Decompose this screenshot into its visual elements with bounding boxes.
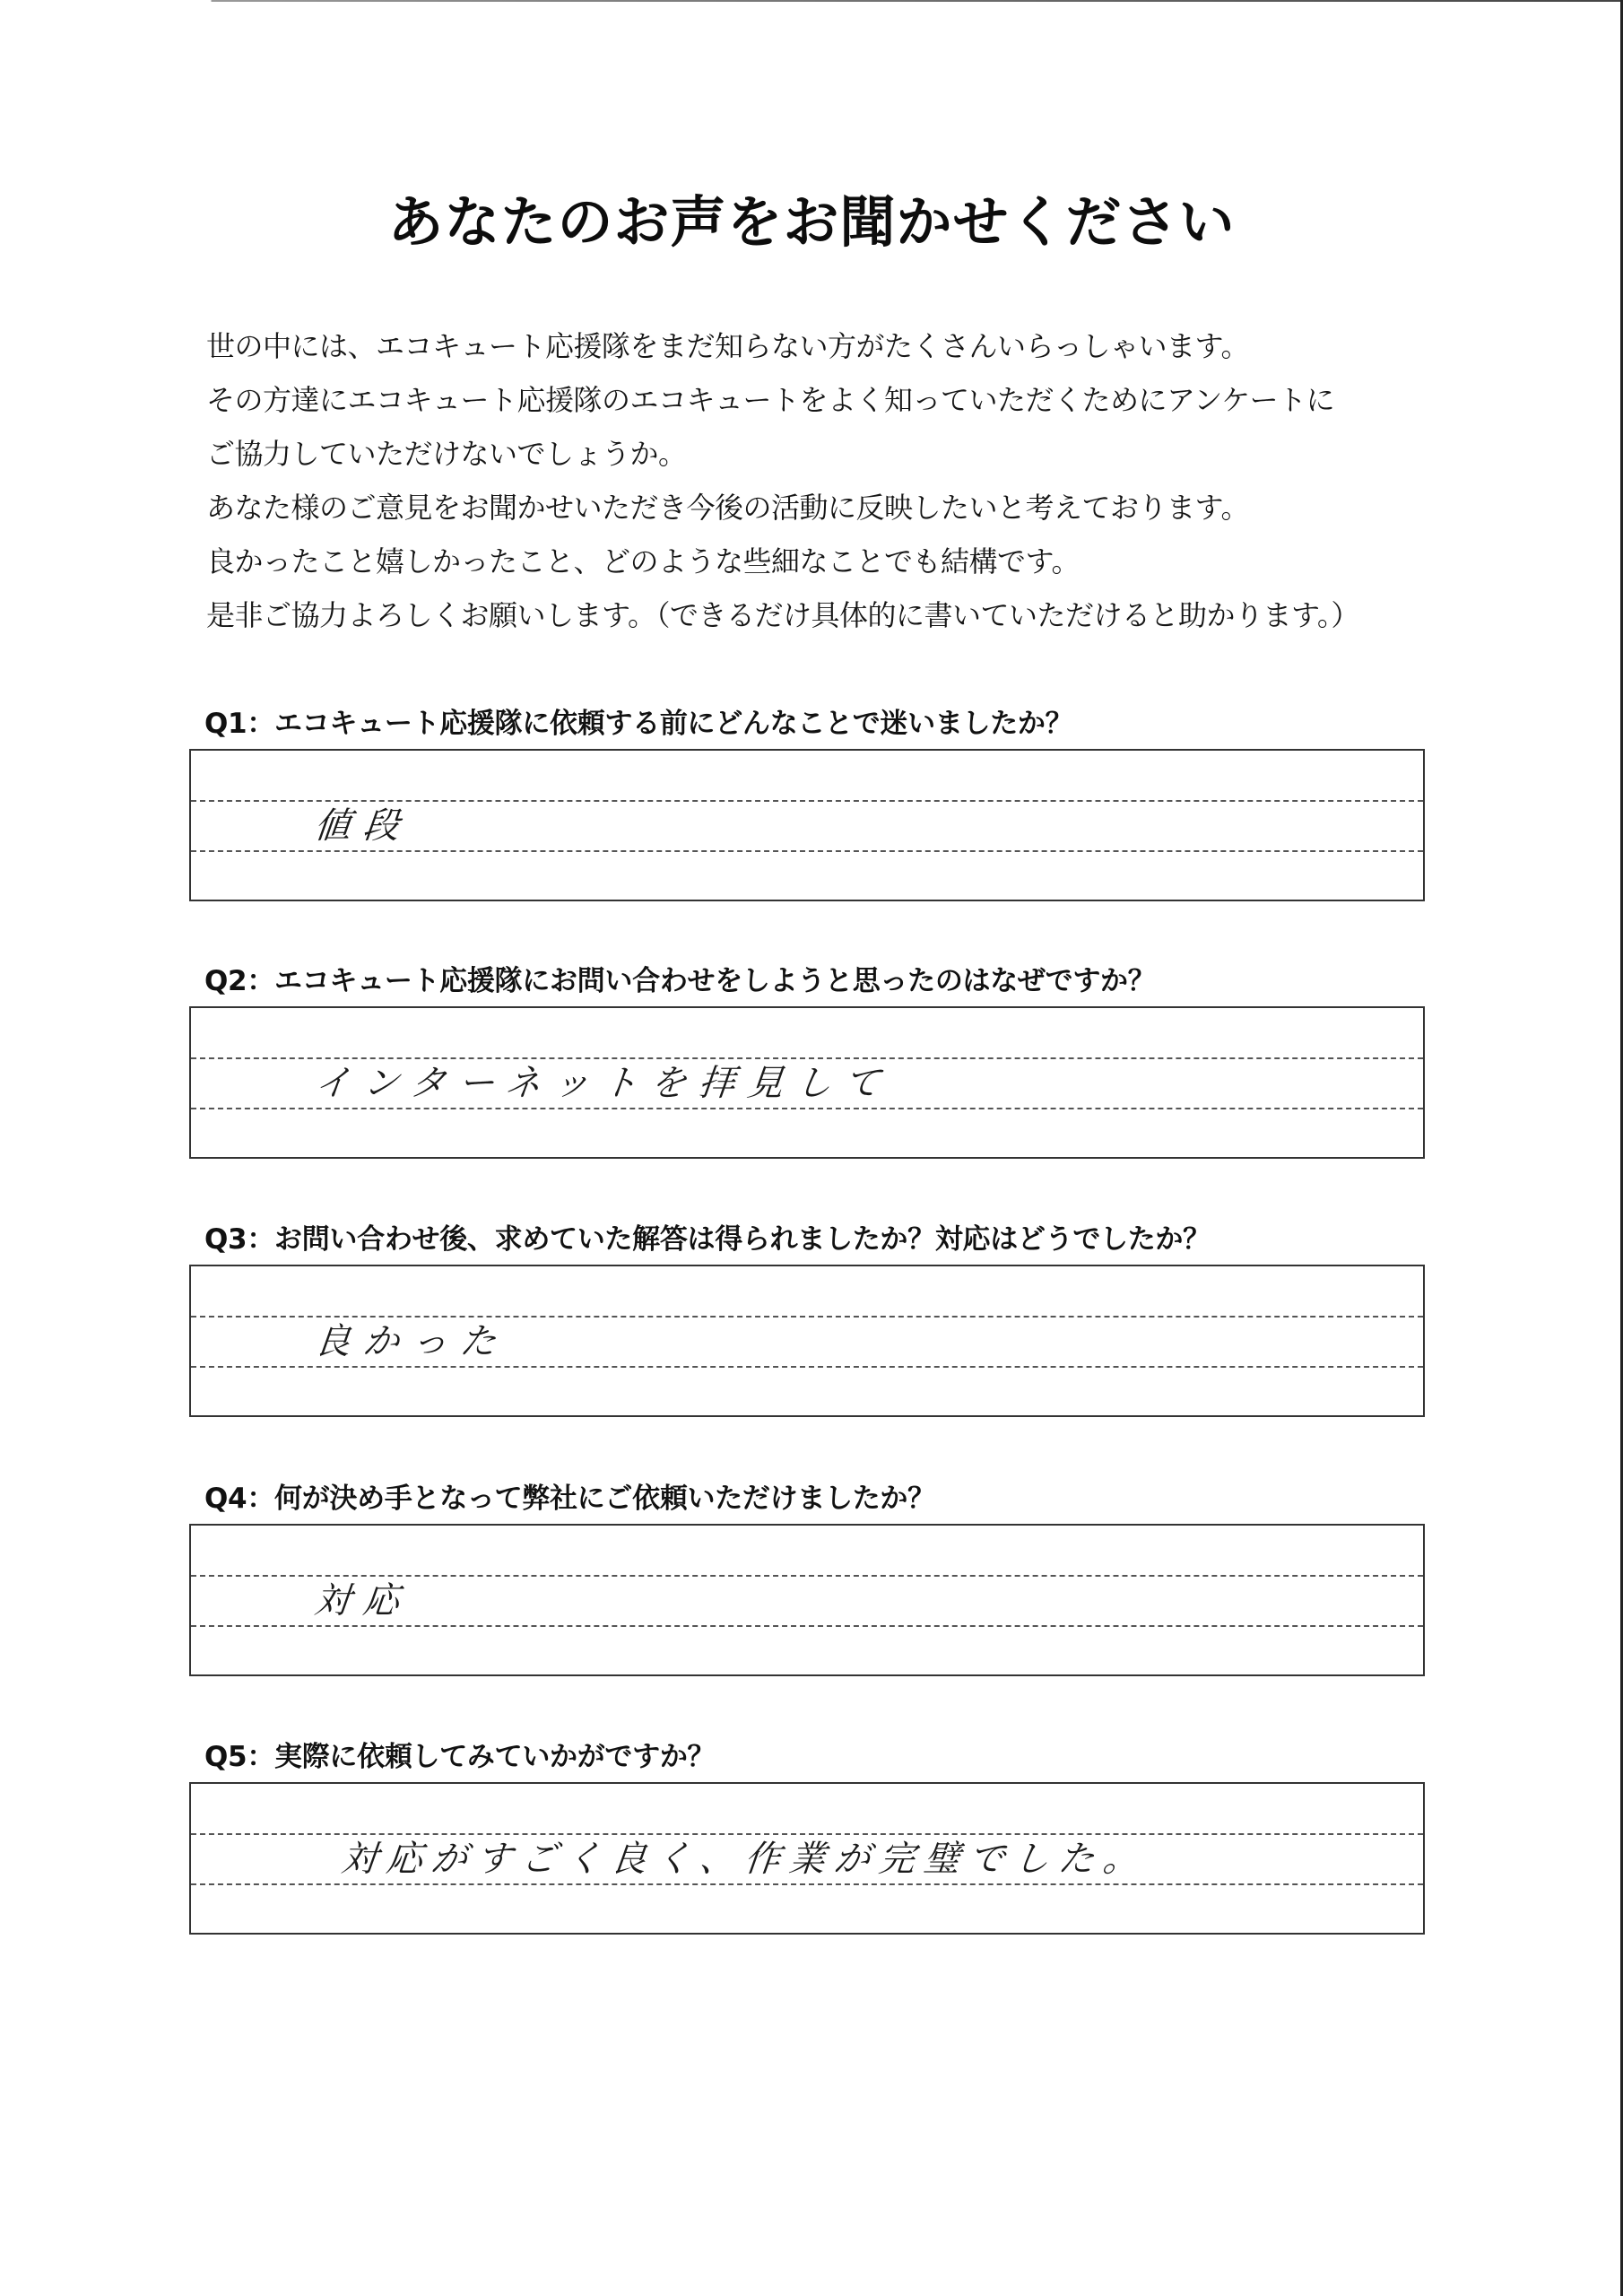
intro-line: あなた様のご意見をお聞かせいただき今後の活動に反映したいと考えております。 <box>206 491 1249 525</box>
answer-box <box>189 1006 1425 1159</box>
question-q2 <box>189 963 1427 1159</box>
handwritten-answer: 値段 <box>312 805 414 847</box>
intro-line: 世の中には、エコキュート応援隊をまだ知らない方がたくさんいらっしゃいます。 <box>206 329 1249 363</box>
intro-line: ご協力していただけないでしょうか。 <box>206 437 687 471</box>
ruled-line <box>191 1108 1423 1109</box>
ruled-line <box>191 1057 1423 1059</box>
answer-box <box>189 1265 1425 1417</box>
handwritten-answer: 良かった <box>312 1321 511 1362</box>
question-heading: Q2：エコキュート応援隊にお問い合わせをしようと思ったのはなぜですか？ <box>204 965 1156 997</box>
intro-line: 良かったこと嬉しかったこと、どのような些細なことでも結構です。 <box>206 544 1080 578</box>
intro-paragraph <box>206 319 1480 642</box>
intro-line: その方達にエコキュート応援隊のエコキュートをよく知っていただくためにアンケートに <box>206 383 1335 417</box>
scan-edge-top <box>0 0 1623 2</box>
question-q1 <box>189 706 1427 901</box>
intro-line: 是非ご協力よろしくお願いします。（できるだけ具体的に書いていただけると助かります。） <box>206 598 1359 632</box>
question-heading: Q1：エコキュート応援隊に依頼する前にどんなことで迷いましたか？ <box>204 708 1073 740</box>
handwritten-answer: インターネットを拝見して <box>312 1063 895 1104</box>
ruled-line <box>191 1316 1423 1318</box>
ruled-line <box>191 1833 1423 1835</box>
question-heading: Q3：お問い合わせ後、求めていた解答は得られましたか？対応はどうでしたか？ <box>204 1223 1211 1256</box>
page-title: あなたのお声をお聞かせください <box>387 189 1236 255</box>
ruled-line <box>191 1575 1423 1577</box>
answer-box <box>189 749 1425 901</box>
question-q3 <box>189 1222 1427 1417</box>
ruled-line <box>191 800 1423 802</box>
question-heading: Q4：何が決め手となって弊社にご依頼いただけましたか？ <box>204 1483 935 1515</box>
handwritten-answer: 対応 <box>312 1580 414 1622</box>
ruled-line <box>191 1883 1423 1885</box>
ruled-line <box>191 1366 1423 1368</box>
question-heading: Q5：実際に依頼してみていかがですか？ <box>204 1741 716 1773</box>
ruled-line <box>191 850 1423 852</box>
question-q4 <box>189 1481 1427 1676</box>
ruled-line <box>191 1625 1423 1627</box>
handwritten-answer: 対応がすごく良く、作業が完璧でした。 <box>339 1839 1150 1880</box>
answer-box <box>189 1782 1425 1935</box>
answer-box <box>189 1524 1425 1676</box>
question-q5 <box>189 1739 1427 1935</box>
